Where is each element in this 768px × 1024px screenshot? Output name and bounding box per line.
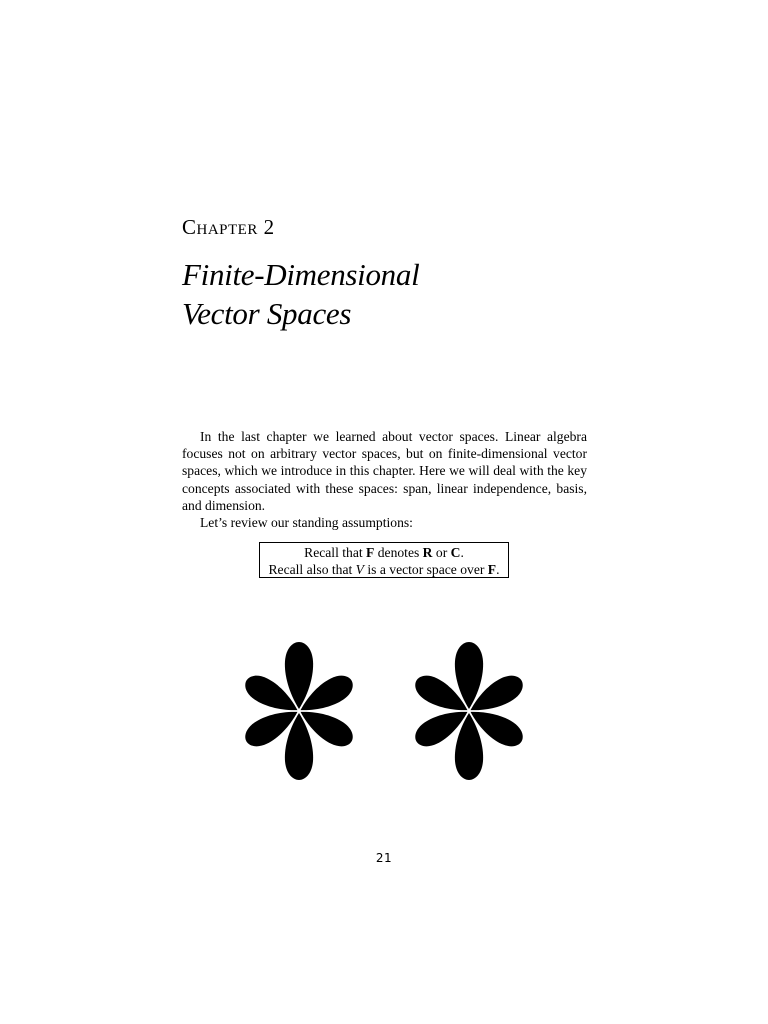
- field-symbol: F: [487, 562, 497, 577]
- six-petal-asterisk-icon: [241, 642, 357, 780]
- assumption-text: .: [496, 562, 500, 577]
- chapter-label: Chapter 2: [182, 215, 275, 239]
- field-symbol: F: [366, 545, 375, 560]
- assumption-vector-space-line: [260, 561, 508, 578]
- page-number: 21: [375, 851, 393, 865]
- complex-symbol: C: [450, 545, 461, 560]
- assumption-text: .: [460, 545, 464, 560]
- assumption-text: Recall that: [304, 545, 367, 560]
- six-petal-asterisk-icon: [411, 642, 527, 780]
- chapter-title-line-1: Finite-Dimensional: [182, 257, 420, 292]
- assumption-text: is a vector space over: [363, 562, 488, 577]
- real-symbol: R: [422, 545, 433, 560]
- vector-space-symbol: V: [355, 562, 364, 577]
- assumption-field-line: [260, 544, 508, 561]
- assumptions-lead-in: Let’s review our standing assumptions:: [200, 515, 413, 531]
- intro-text: [182, 428, 587, 531]
- chapter-title-line-2: Vector Spaces: [182, 296, 352, 331]
- chapter-title: [182, 255, 419, 333]
- assumption-text: Recall also that: [268, 562, 356, 577]
- assumption-text: or: [432, 545, 451, 560]
- intro-paragraph: In the last chapter we learned about vector spaces. Linear algebra focuses not on arbitrary vector spaces, but on finite-dimensional vector spaces, which we introduce in this chapter. Here we will deal with the key concepts associated with these spaces: span, linear independence, basis, and dimension.: [182, 429, 587, 513]
- standing-assumptions-box: [259, 542, 509, 578]
- assumption-text: denotes: [374, 545, 423, 560]
